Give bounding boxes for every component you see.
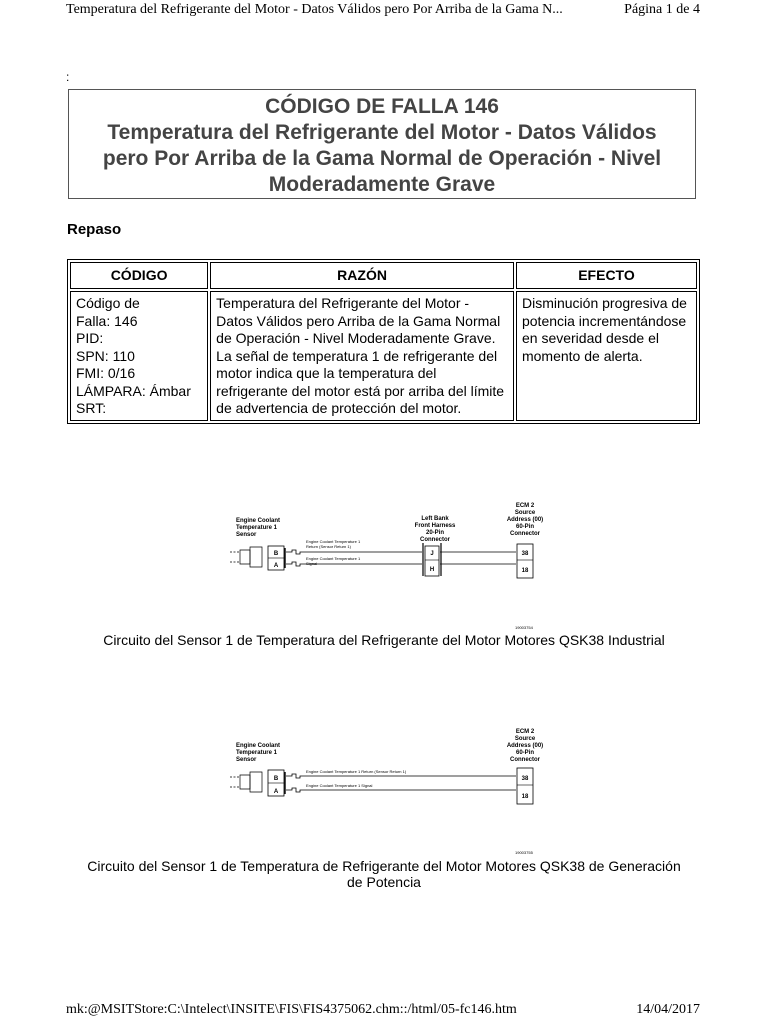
print-footer-path: mk:@MSITStore:C:\Intelect\INSITE\FIS\FIS4375062.chm::/html/05-fc146.htm — [66, 1002, 517, 1017]
sensor-label: Sensor — [236, 532, 257, 538]
harness-pin-label: J — [430, 551, 434, 557]
circuit-diagram-2-svg — [230, 726, 590, 858]
wire-label: Engine Coolant Temperature 1 Signal — [306, 783, 373, 788]
column-header-razon: RAZÓN — [210, 262, 514, 289]
effect-cell: Disminución progresiva de potencia incrementándose en severidad desde el momento de alerta. — [516, 291, 697, 421]
harness-label: Connector — [420, 537, 450, 543]
colon-mark: : — [66, 70, 70, 84]
wire-label: Signal — [306, 561, 318, 566]
print-footer-date: 14/04/2017 — [636, 1002, 700, 1017]
circuit-diagram-industrial — [230, 498, 590, 638]
print-header — [0, 0, 768, 22]
sensor-pin-label: A — [273, 563, 279, 569]
harness-pin-label: H — [429, 567, 435, 573]
table-header-row — [70, 262, 697, 289]
column-header-efecto: EFECTO — [516, 262, 697, 289]
harness-label: 20-Pin — [425, 530, 445, 536]
harness-label: Front Harness — [414, 523, 456, 529]
code-line: Falla: 146 — [76, 312, 138, 329]
wire-label: Return (Sensor Return 1) — [306, 544, 351, 549]
ecm-label: Address (00) — [506, 517, 544, 523]
ecm-label: Address (00) — [506, 743, 544, 749]
fault-description-line-3: Moderadamente Grave — [268, 173, 496, 196]
sensor-label: Sensor — [236, 757, 257, 763]
sensor-pin-label: B — [273, 551, 279, 557]
code-line: LÁMPARA: Ámbar — [76, 382, 191, 399]
wire-label: Engine Coolant Temperature 1 — [306, 539, 361, 544]
ecm-pin-label: 38 — [521, 551, 529, 557]
print-header-page-number: Página 1 de 4 — [624, 2, 700, 17]
wire-label: Engine Coolant Temperature 1 — [306, 556, 361, 561]
sensor-label: Temperature 1 — [236, 750, 277, 756]
sensor-pin-label: A — [273, 789, 279, 795]
sensor-label: Engine Coolant — [236, 518, 280, 524]
circuit-diagram-1-svg — [230, 498, 590, 633]
wire-return — [286, 774, 516, 778]
ecm-label: ECM 2 — [515, 503, 535, 509]
wire-label: Engine Coolant Temperature 1 Return (Sensor Return 1) — [306, 769, 407, 774]
section-heading-repaso: Repaso — [67, 221, 122, 238]
ecm-pin-label: 38 — [521, 776, 529, 782]
ecm-label: ECM 2 — [515, 729, 535, 735]
fault-code-title-box — [68, 89, 696, 199]
circuit-diagram-power-generation — [230, 726, 590, 863]
reason-cell: Temperatura del Refrigerante del Motor - Datos Válidos pero Arriba de la Gama Normal de Operación - Nivel Moderadamente Grave. La señal de temperatura 1 de refrigerante del motor indica que la temperatura del refrigerante del motor está por arriba del límite de advertencia de protección del motor. — [210, 291, 514, 421]
print-footer — [0, 998, 768, 1024]
table-row — [70, 291, 697, 421]
wire-return — [286, 550, 422, 554]
fault-description-line-2: pero Por Arriba de la Gama Normal de Operación - Nivel — [102, 147, 662, 170]
review-table — [67, 259, 700, 424]
ecm-label: Source — [514, 736, 536, 742]
figure-id: 19003755 — [515, 850, 533, 855]
figure-id: 19003754 — [515, 625, 533, 630]
harness-label: Left Bank — [421, 516, 449, 522]
print-header-title: Temperatura del Refrigerante del Motor - Datos Válidos pero Por Arriba de la Gama N... — [66, 2, 563, 17]
ecm-label: Source — [514, 510, 536, 516]
diagram-caption-1: Circuito del Sensor 1 de Temperatura del Refrigerante del Motor Motores QSK38 Industrial — [103, 632, 665, 648]
wire-signal — [286, 788, 516, 792]
ecm-pin-label: 18 — [521, 568, 529, 574]
ecm-label: 60-Pin — [515, 524, 535, 530]
code-line: SRT: — [76, 400, 107, 416]
column-header-codigo: CÓDIGO — [70, 262, 208, 289]
ecm-label: Connector — [510, 757, 540, 763]
code-line: Código de — [76, 295, 140, 311]
sensor-label: Temperature 1 — [236, 525, 277, 531]
fault-description-line-1: Temperatura del Refrigerante del Motor - Datos Válidos — [107, 121, 657, 144]
ecm-label: Connector — [510, 531, 540, 537]
code-line: FMI: 0/16 — [76, 365, 136, 381]
sensor-graphic — [230, 547, 262, 567]
sensor-graphic — [230, 772, 262, 792]
sensor-label: Engine Coolant — [236, 743, 280, 749]
ecm-label: 60-Pin — [515, 750, 535, 756]
fault-code-title: CÓDIGO DE FALLA 146 — [265, 95, 499, 118]
code-line: SPN: 110 — [76, 347, 135, 364]
sensor-pin-label: B — [273, 776, 279, 782]
code-line: PID: — [76, 330, 104, 346]
diagram-caption-2: Circuito del Sensor 1 de Temperatura de Refrigerante del Motor Motores QSK38 de Generación de Potencia — [87, 858, 681, 890]
code-cell — [70, 291, 208, 421]
ecm-pin-label: 18 — [521, 794, 529, 800]
